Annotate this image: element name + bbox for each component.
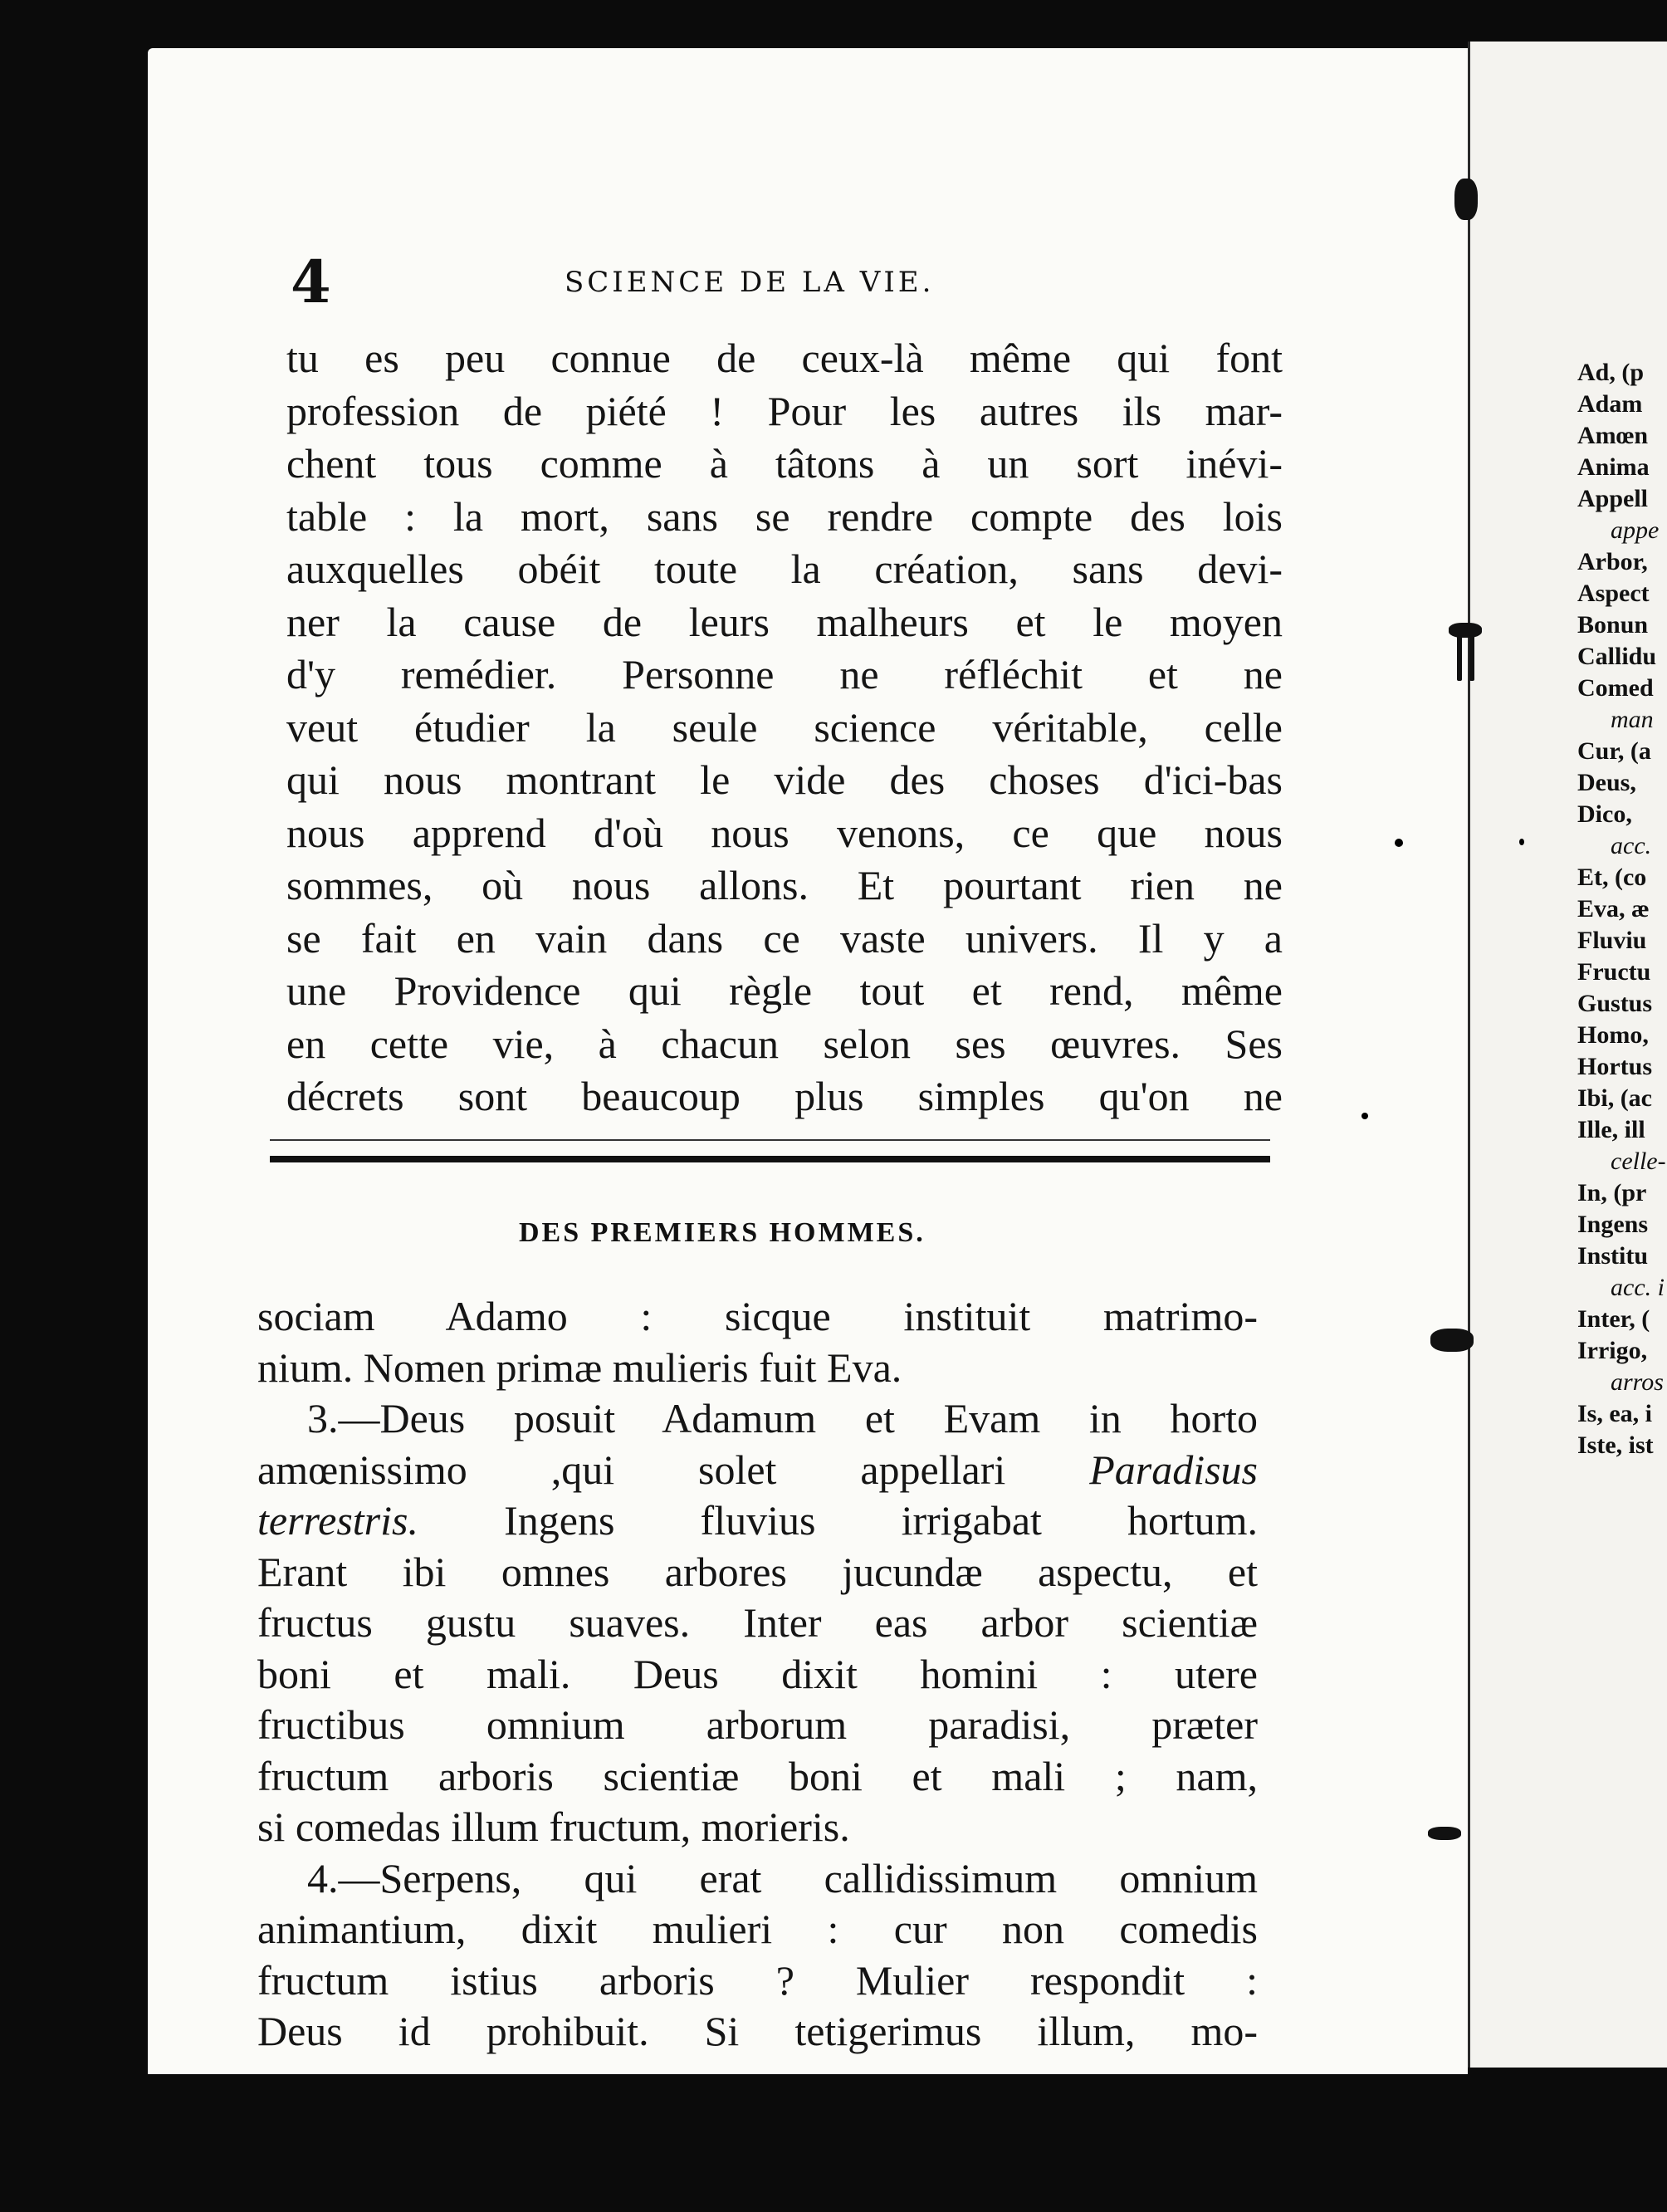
glossary-entry: Amœn	[1577, 422, 1649, 449]
italic-term: Paradisus	[1089, 1446, 1258, 1493]
page-number: 4	[291, 247, 331, 316]
glossary-entry: Cur, (a	[1577, 737, 1651, 765]
glossary-entry: acc.	[1611, 832, 1652, 859]
text-line: veut étudier la seule science véritable, celle	[286, 703, 1283, 751]
glossary-entry: Deus,	[1577, 769, 1636, 796]
text-line: 4.—Serpens, qui erat callidissimum omnium	[307, 1854, 1258, 1901]
glossary-entry: Irrigo,	[1577, 1337, 1648, 1364]
ink-speck	[1361, 1113, 1368, 1119]
binding-mark	[1430, 1329, 1474, 1352]
text-line: décrets sont beaucoup plus simples qu'on ne	[286, 1073, 1283, 1119]
glossary-entry: Hortus	[1577, 1053, 1652, 1080]
ink-speck	[1395, 839, 1403, 847]
binding-mark	[1454, 179, 1478, 220]
glossary-entry: Eva, æ	[1577, 895, 1650, 922]
text-line: si comedas illum fructum, morieris.	[257, 1803, 850, 1850]
running-head	[291, 247, 1278, 316]
text-line: nium. Nomen primæ mulieris fuit Eva.	[257, 1343, 902, 1391]
glossary-entry: Aspect	[1577, 580, 1650, 607]
text-line: sociam Adamo : sicque instituit matrimo-	[257, 1293, 1258, 1339]
binding-mark	[1449, 623, 1482, 638]
text-line: nous apprend d'où nous venons, ce que nous	[286, 809, 1283, 856]
text-line	[257, 1445, 1258, 1496]
glossary-entry: Ibi, (ac	[1577, 1084, 1652, 1112]
glossary-entry: Adam	[1577, 390, 1643, 418]
glossary-entry: appe	[1611, 516, 1660, 544]
glossary-entry: Comed	[1577, 674, 1654, 702]
glossary-entry: man	[1611, 706, 1654, 733]
glossary-entry: Anima	[1577, 453, 1650, 481]
text-line: fructum istius arboris ? Mulier respondit :	[257, 1956, 1258, 2004]
running-title: SCIENCE DE LA VIE.	[565, 266, 935, 299]
text-line: qui nous montrant le vide des choses d'ici-bas	[286, 756, 1283, 803]
text-line: Erant ibi omnes arbores jucundæ aspectu, et	[257, 1548, 1258, 1595]
text-line: d'y remédier. Personne ne réfléchit et ne	[286, 651, 1283, 697]
glossary-entry: celle-	[1611, 1148, 1666, 1175]
text-line: boni et mali. Deus dixit homini : utere	[257, 1650, 1258, 1697]
glossary-entry: Fluviu	[1577, 927, 1647, 954]
glossary-entry: Institu	[1577, 1242, 1649, 1270]
text-span: Ingens fluvius irrigabat hortum.	[418, 1497, 1258, 1544]
italic-term: terrestris.	[257, 1497, 418, 1544]
text-line	[257, 1495, 1258, 1547]
glossary-entry: Bonun	[1577, 611, 1649, 639]
glossary-entry: Arbor,	[1577, 548, 1648, 575]
glossary-entry: Gustus	[1577, 990, 1653, 1017]
divider-thin	[270, 1139, 1270, 1141]
text-line: profession de piété ! Pour les autres ils mar-	[286, 387, 1283, 434]
glossary-entry: Ad, (p	[1577, 359, 1645, 386]
glossary-entry: Iste, ist	[1577, 1431, 1654, 1459]
glossary-entry: Appell	[1577, 485, 1649, 512]
text-span: amœnissimo ,qui solet appellari	[257, 1446, 1006, 1493]
text-line: en cette vie, à chacun selon ses œuvres. Ses	[286, 1020, 1283, 1067]
glossary-entry: In, (pr	[1577, 1179, 1647, 1206]
text-line: se fait en vain dans ce vaste univers. Il y a	[286, 914, 1283, 962]
text-line: ner la cause de leurs malheurs et le moyen	[286, 598, 1283, 645]
text-line: chent tous comme à tâtons à un sort inévi-	[286, 440, 1283, 487]
glossary-entry: Dico,	[1577, 800, 1632, 828]
section-title: DES PREMIERS HOMMES.	[519, 1217, 926, 1248]
text-line: animantium, dixit mulieri : cur non comedis	[257, 1906, 1258, 1952]
binding-mark	[1469, 635, 1474, 681]
text-line: fructus gustu suaves. Inter eas arbor scientiæ	[257, 1599, 1258, 1646]
french-paragraph	[286, 332, 1283, 1123]
glossary-entry: Ingens	[1577, 1211, 1649, 1238]
glossary-entry: Et, (co	[1577, 864, 1647, 891]
text-line: sommes, où nous allons. Et pourtant rien ne	[286, 862, 1283, 908]
text-line: fructum arboris scientiæ boni et mali ; nam,	[257, 1752, 1258, 1799]
glossary-entry: Homo,	[1577, 1021, 1649, 1049]
text-line: table : la mort, sans se rendre compte des lois	[286, 492, 1283, 540]
glossary-entry: Inter, (	[1577, 1305, 1650, 1333]
adjacent-page-glossary	[1577, 357, 1667, 1461]
glossary-entry: Fructu	[1577, 958, 1651, 986]
text-line: Deus id prohibuit. Si tetigerimus illum, mo-	[257, 2008, 1258, 2054]
text-line: tu es peu connue de ceux-là même qui font	[286, 335, 1283, 381]
ink-speck	[1519, 839, 1524, 845]
text-line: une Providence qui règle tout et rend, même	[286, 967, 1283, 1014]
text-line: fructibus omnium arborum paradisi, præter	[257, 1701, 1258, 1748]
glossary-entry: Ille, ill	[1577, 1116, 1645, 1143]
glossary-entry: Callidu	[1577, 643, 1657, 670]
glossary-entry: acc. i	[1611, 1274, 1665, 1301]
divider-rule	[270, 1156, 1270, 1162]
glossary-entry: Is, ea, i	[1577, 1400, 1652, 1427]
binding-mark	[1457, 635, 1462, 681]
latin-text	[257, 1291, 1258, 2058]
text-line: 3.—Deus posuit Adamum et Evam in horto	[307, 1395, 1258, 1441]
text-line: auxquelles obéit toute la création, sans devi-	[286, 546, 1283, 592]
glossary-entry: arros	[1611, 1368, 1664, 1396]
binding-mark	[1428, 1827, 1461, 1840]
